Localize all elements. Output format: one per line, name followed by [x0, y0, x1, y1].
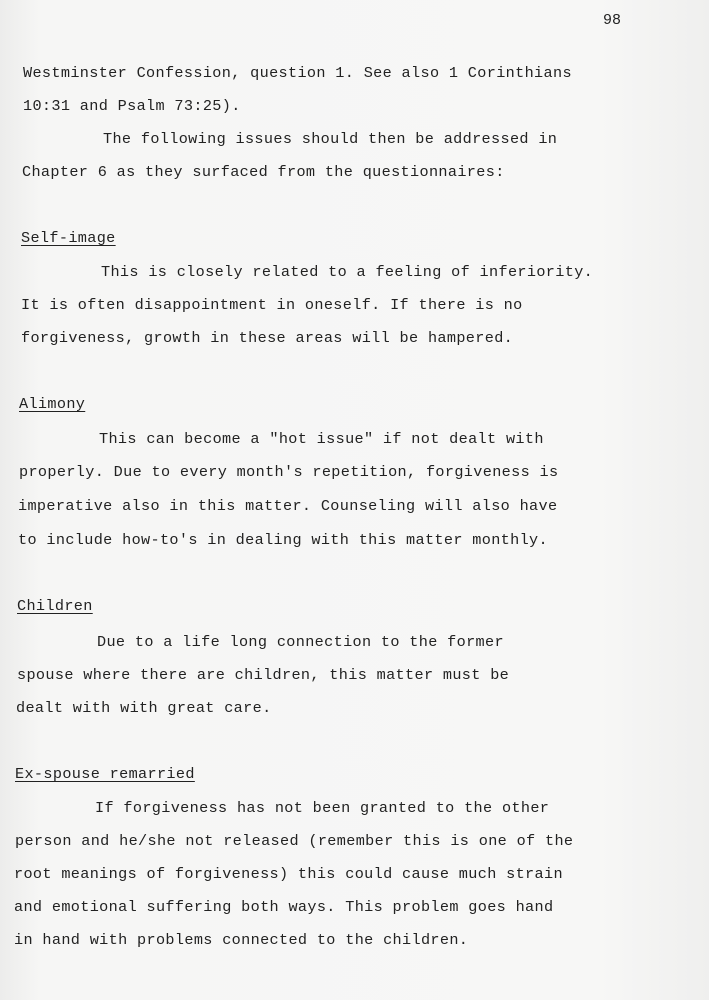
section-heading-children: Children — [17, 597, 93, 615]
text-line: If forgiveness has not been granted to the other — [95, 799, 550, 817]
text-line: This is closely related to a feeling of inferiority. — [101, 263, 594, 281]
text-line: This can become a "hot issue" if not dealt with — [99, 430, 544, 448]
section-heading-alimony: Alimony — [19, 395, 86, 413]
text-line: dealt with with great care. — [16, 699, 272, 717]
section-heading-ex-spouse-remarried: Ex-spouse remarried — [15, 765, 195, 783]
text-line: forgiveness, growth in these areas will be hampered. — [21, 329, 514, 347]
text-line: imperative also in this matter. Counseling will also have — [18, 497, 558, 515]
text-line: The following issues should then be addressed in — [103, 130, 558, 148]
text-line: root meanings of forgiveness) this could cause much strain — [14, 865, 563, 883]
text-line: spouse where there are children, this matter must be — [17, 666, 510, 684]
text-line: Due to a life long connection to the former — [97, 633, 504, 651]
page-number: 98 — [603, 12, 622, 29]
text-line: Chapter 6 as they surfaced from the questionnaires: — [22, 163, 505, 181]
section-heading-self-image: Self-image — [21, 229, 116, 247]
text-line: person and he/she not released (remember this is one of the — [15, 832, 574, 850]
text-line: and emotional suffering both ways. This problem goes hand — [14, 898, 554, 916]
text-line: to include how-to's in dealing with this matter monthly. — [18, 531, 548, 549]
text-line: properly. Due to every month's repetition, forgiveness is — [19, 463, 559, 481]
text-line: It is often disappointment in oneself. If there is no — [21, 296, 523, 314]
text-line: in hand with problems connected to the children. — [14, 931, 469, 949]
text-line: 10:31 and Psalm 73:25). — [23, 97, 241, 115]
text-line: Westminster Confession, question 1. See also 1 Corinthians — [23, 64, 572, 82]
